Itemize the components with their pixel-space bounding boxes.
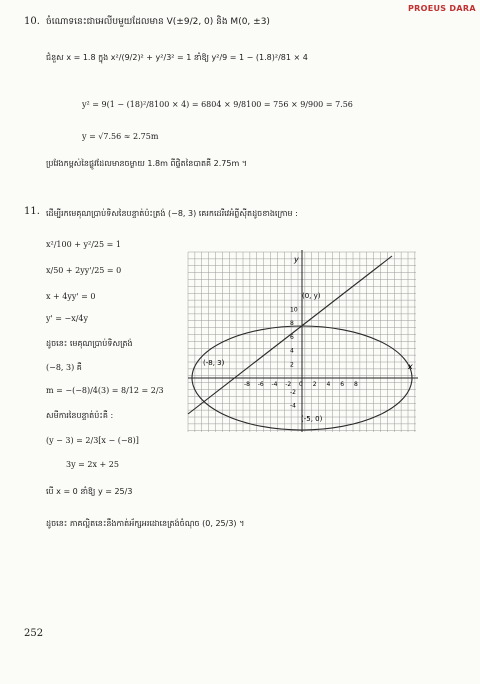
y-axis-label: y (294, 255, 299, 264)
y-tick-label: 2 (290, 361, 294, 369)
slope-text: ដូចនេះ មេគុណប្រាប់ទិសត្រង់ (46, 339, 133, 348)
x-tick-label: -2 (285, 381, 292, 388)
header-brand: PROEUS DARA (408, 4, 476, 13)
problem-11-statement: ដើម្បីរកមេគុណប្រាប់ទិសនៃបន្ទាត់ប៉ះត្រង់ (−8, 3) គេរកដេរីវេអំព្លីស៊ីតដូចខាងក្រោម : (46, 209, 298, 218)
problem-10-y-squared: y² = 9(1 − (18)²/8100 × 4) = 6804 × 9/8100 = 756 × 9/900 = 7.56 (82, 100, 353, 109)
problem-10-y-value: y = √7.56 ≈ 2.75m (82, 132, 159, 141)
tangent-eq: (y − 3) = 2/3[x − (−8)] (46, 436, 139, 445)
eq-derivative: y' = −x/4y (46, 314, 89, 323)
problem-10-number: 10. (24, 16, 40, 27)
y-tick-label: -2 (290, 388, 296, 396)
problem-11-conclusion: ដូចនេះ ភាគល្អិតនេះនឹងកាត់អ័ក្សអរដោនេត្រង់ចំណុច (0, 25/3) ។ (46, 519, 245, 528)
y-tick-label: -4 (290, 402, 296, 410)
y-tick-label: 4 (290, 347, 294, 355)
x-tick-label: -4 (271, 381, 278, 388)
problem-11-number: 11. (24, 206, 40, 217)
x-tick-label: -8 (244, 381, 250, 388)
problem-10-conclusion: ប្រវែងកម្ពស់នៃផ្លូវដែលមានចម្ងាយ 1.8m ពីផ្ចិតនៃបាតគឺ 2.75m ។ (46, 159, 248, 168)
tangent-text: សមីការនៃបន្ទាត់ប៉ះគឺ : (46, 411, 114, 420)
x-tick-label: 2 (312, 381, 317, 388)
tangent-eq-simplified: 3y = 2x + 25 (66, 460, 119, 469)
point-label-vertex: (-5, 0) (301, 415, 323, 423)
intercept-text: បើ x = 0 នាំឱ្យ y = 25/3 (46, 487, 133, 496)
page-number: 252 (24, 628, 44, 639)
point-text: (−8, 3) គឺ (46, 363, 82, 372)
problem-10-statement: ចំណោទនេះជាអេលីបមួយដែលមាន V(±9/2, 0) និង M(0, ±3) (46, 17, 270, 27)
x-tick-label: 0 (299, 381, 303, 388)
point-label-intercept: (0, y) (302, 292, 321, 300)
point-label-tangent: (-8, 3) (203, 359, 225, 367)
x-tick-label: 6 (340, 381, 345, 388)
y-tick-label: 8 (290, 320, 294, 327)
y-tick-label: 6 (290, 333, 294, 341)
x-axis-label: x (408, 362, 413, 371)
eq-differentiate: x/50 + 2yy'/25 = 0 (46, 266, 122, 275)
problem-10-substitute: ជំនួស x = 1.8 ក្នុង x²/(9/2)² + y²/3² = 1 នាំឱ្យ y²/9 = 1 − (1.8)²/81 × 4 (46, 53, 308, 62)
slope-value: m = −(−8)/4(3) = 8/12 = 2/3 (46, 386, 164, 395)
x-tick-label: -6 (257, 381, 264, 388)
x-tick-label: 8 (354, 381, 358, 388)
x-tick-label: 4 (326, 381, 331, 388)
y-tick-label: 10 (290, 306, 298, 314)
eq-ellipse: x²/100 + y²/25 = 1 (46, 240, 121, 249)
eq-simplified: x + 4yy' = 0 (46, 292, 96, 301)
